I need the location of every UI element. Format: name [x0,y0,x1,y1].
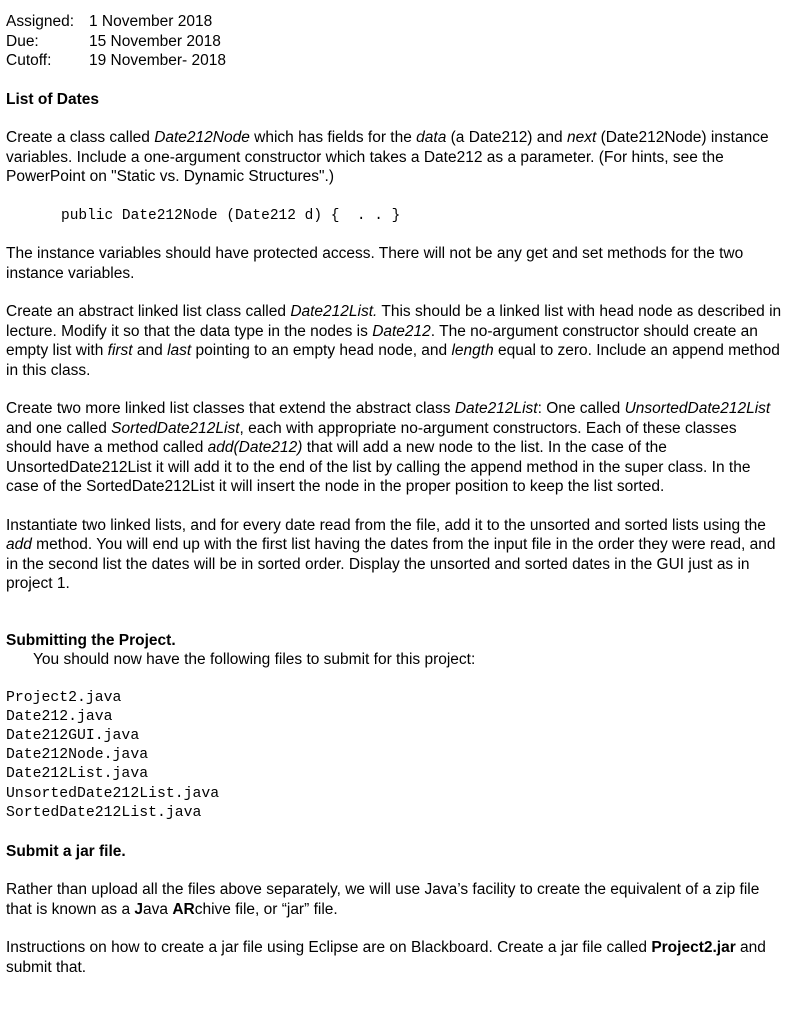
file-list-item: UnsortedDate212List.java [6,785,220,802]
bold-run: J [134,900,143,918]
italic-run: length [451,342,494,359]
paragraph-jar-instructions [6,938,786,977]
cutoff-label: Cutoff: [6,52,52,69]
italic-run: first [107,342,133,359]
italic-run: add [6,536,32,553]
assigned-label: Assigned: [6,13,75,30]
italic-run: Date212Node [154,129,250,146]
text-run: and one called [6,419,112,437]
text-run: method. You will end up with the first list having the dates from the input file in the order they were read, and in the second list the dates will be in sorted order. Display the unsorted and sorted dates in the GUI just as in project 1. [6,536,776,592]
paragraph-date212list [6,302,786,380]
italic-run: add(Date212) [207,439,303,456]
text-run: . The no-argument constructor should create an empty list with [6,322,758,359]
due-value: 15 November 2018 [89,32,221,50]
section-heading-list-of-dates: List of Dates [6,90,100,108]
submitting-intro: You should now have the following files to submit for this project: [33,651,476,668]
text-run: , each with appropriate no-argument constructors. Each of these classes should have a method called [6,419,737,456]
due-dates-block [6,12,786,71]
file-list-item: Date212.java [6,708,113,725]
italic-run: Date212 [372,322,431,340]
bold-run: Project2.jar [651,939,736,957]
text-run: This should be a linked list with head node as described in lecture. Modify it so that the data type in the nodes is [6,303,782,340]
italic-run: UnsortedDate212List [624,400,771,417]
text-run: Instructions on how to create a jar file using Eclipse are on Blackboard. Create a jar file called [6,939,652,957]
text-run: : One called [537,400,625,417]
text-run: (Date212Node) instance variables. Include a one-argument constructor which takes a Date212 as a parameter. (For hints, see the PowerPoint on "Static vs. Dynamic Structures".) [6,129,769,185]
text-run: Rather than upload all the files above separately, we will use Java’s facility to create the equivalent of a zip file that is known as a [6,881,760,918]
due-label: Due: [6,32,39,50]
file-list-item: Date212List.java [6,766,149,783]
paragraph-date212node [6,128,786,187]
italic-run: data [416,129,447,146]
paragraph-jar-explanation [6,880,786,919]
text-run: equal to zero. Include an append method in this class. [6,342,780,379]
file-list-item: Date212Node.java [6,747,149,764]
file-list-item: SortedDate212List.java [6,804,202,821]
italic-run: next [566,129,597,146]
text-run: (a Date212) and [446,129,567,146]
section-heading-jar: Submit a jar file. [6,842,126,860]
italic-run: Date212List. [290,303,378,320]
paragraph-instantiate-lists [6,516,786,594]
bold-run: AR [172,900,195,918]
italic-run: last [167,342,192,359]
italic-run: SortedDate212List [111,419,240,437]
section-heading-submitting: Submitting the Project. [6,631,176,649]
paragraph-subclasses [6,399,786,497]
file-list-item: Project2.java [6,689,122,706]
text-run: ava [143,900,173,918]
text-run: and submit that. [6,939,766,976]
text-run: pointing to an empty head node, and [191,342,452,359]
cutoff-value: 19 November- 2018 [89,52,226,69]
text-run: Instantiate two linked lists, and for every date read from the file, add it to the unsorted and sorted lists using the [6,516,766,534]
file-list-item: Date212GUI.java [6,727,140,744]
text-run: Create an abstract linked list class called [6,303,291,320]
text-run: that will add a new node to the list. In the case of the UnsortedDate212List it will add it to the end of the list by calling the append method in the super class. In the case of the SortedDate212List it will insert the node in the proper position to keep the list sorted. [6,439,751,495]
code-sample-constructor: public Date212Node (Date212 d) { . . } [61,207,401,224]
text-run: which has fields for the [249,129,417,146]
text-run: Create a class called [6,129,155,146]
italic-run: Date212List [454,400,538,417]
text-run: Create two more linked list classes that extend the abstract class [6,400,455,417]
file-list [6,689,786,823]
document-page [6,12,786,977]
text-run: chive file, or “jar” file. [194,900,338,918]
text-run: and [132,342,168,359]
assigned-value: 1 November 2018 [89,13,213,30]
paragraph-protected-access: The instance variables should have protected access. There will not be any get and set methods for the two instance variables. [6,245,744,282]
